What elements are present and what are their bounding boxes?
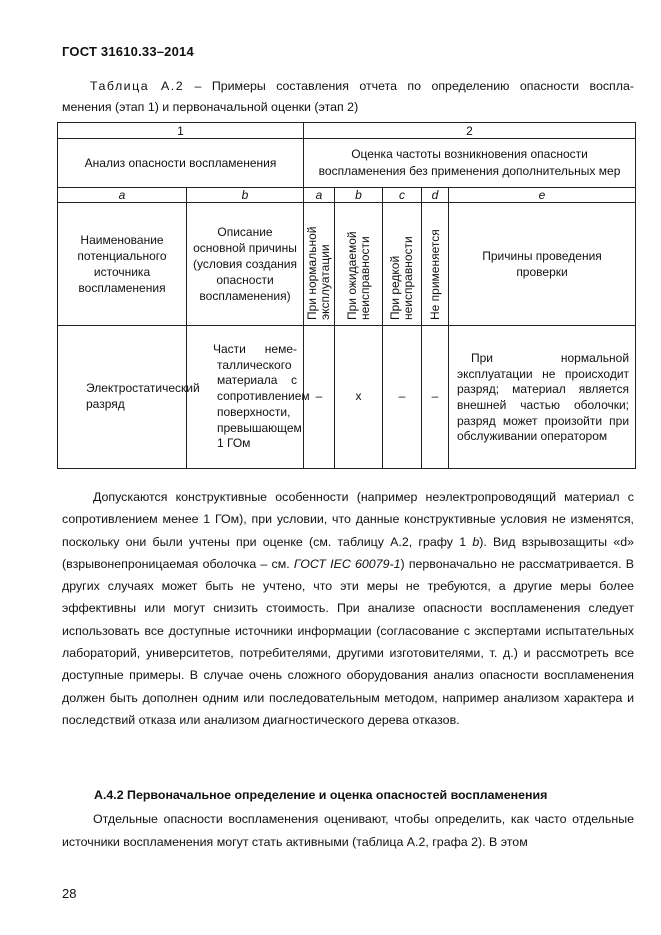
- group-title-1: Анализ опасности воспламенения: [58, 139, 304, 188]
- cell-cause-line1: Части неме-: [213, 342, 297, 357]
- body-text-a: Допускаются конструктивные особенности (например неэлектропроводящий материал с сопротивлением менее 1 ГОм), при условии, что данные конструктивные условия не изменятся, поскольку они были учтены при оценке (см. таблицу А.2, графу 1: [62, 490, 634, 549]
- col-letter: e: [449, 188, 636, 203]
- body-text-standard-ref: ГОСТ IEC 60079-1: [293, 556, 401, 571]
- body-text-e: ) первоначально не рассматривается. В других случаях может быть не учтено, что эти меры не требуются, а другие меры более эффективны или могут снизить стоимость. При анализе опасности воспламенения следует использовать все доступные источники информации (согласование с экспертами испытательных лабораторий, университетов, потребителями, другими изготовителями, т. д.) и рассмотреть все доступные примеры. В случае очень сложного оборудования анализ опасности воспламенения должен быть дополнен одним или последовательным методом, например анализом характера и последствий отказа или анализом диагностического дерева отказов.: [62, 556, 634, 727]
- cell-normal: –: [304, 326, 335, 469]
- table-row: [58, 188, 636, 203]
- page-number: 28: [62, 886, 77, 901]
- table-row: [58, 203, 636, 326]
- col-letter: b: [187, 188, 304, 203]
- col-desc-na-text: Не применяется: [427, 229, 442, 320]
- col-letter: d: [422, 188, 449, 203]
- group-number-1: 1: [58, 123, 304, 139]
- col-desc-na: [422, 203, 449, 326]
- section-paragraph: [62, 808, 634, 854]
- ignition-hazard-table: [57, 122, 636, 469]
- col-letter: a: [304, 188, 335, 203]
- caption-label: Таблица А.2: [90, 79, 185, 93]
- caption-line-2: менения (этап 1) и первоначальной оценки (этап 2): [62, 100, 359, 114]
- table-row: [58, 139, 636, 188]
- col-desc-rare-text: При редкой неисправности: [388, 236, 415, 320]
- caption-line-1: [62, 76, 634, 97]
- body-text-italic-b: b: [472, 534, 480, 549]
- cell-rare: –: [383, 326, 422, 469]
- group-number-2: 2: [304, 123, 636, 139]
- table-caption: [62, 76, 634, 118]
- table-row: [58, 326, 636, 469]
- body-paragraph: [62, 486, 634, 731]
- col-desc-source: Наименование потенциального источника воспламенения: [58, 203, 187, 326]
- col-letter: c: [383, 188, 422, 203]
- cell-cause: [187, 326, 310, 469]
- cell-na: –: [422, 326, 449, 469]
- col-desc-normal-text: При нормальной эксплуатации: [305, 226, 332, 320]
- col-desc-cause: Описание основной причины (условия создания опасности воспламенения): [187, 203, 304, 326]
- body-text-c: ). Вид взрывозащиты «d» (взрывонепроницаемая оболочка – см.: [62, 534, 634, 571]
- col-letter: b: [335, 188, 383, 203]
- section-text: Отдельные опасности воспламенения оценивают, чтобы определить, как часто отдельные источники воспламенения могут стать активными (таблица А.2, графа 2). В этом: [62, 812, 634, 849]
- col-desc-expected: [335, 203, 383, 326]
- table-row: [58, 123, 636, 139]
- col-desc-rare: [383, 203, 422, 326]
- caption-text: – Примеры составления отчета по определению опасности воспла-: [184, 79, 634, 93]
- cell-source: Электростатический разряд: [58, 326, 187, 469]
- cell-reason: При нормальной эксплуатации не происходит разряд; материал является внешней частью оболочки; разряд может произойти при обслуживании оператором: [449, 326, 636, 469]
- cell-expected: x: [335, 326, 383, 469]
- cell-cause-rest: таллического материала с сопротивлением поверхности, превышающем 1 ГОм: [217, 357, 310, 451]
- section-title: А.4.2 Первоначальное определение и оценка опасностей воспламенения: [94, 788, 548, 802]
- col-desc-normal: [304, 203, 335, 326]
- col-desc-reason: Причины проведения проверки: [449, 203, 636, 326]
- col-letter: a: [58, 188, 187, 203]
- col-desc-expected-text: При ожидаемой неисправности: [344, 231, 372, 320]
- document-header: ГОСТ 31610.33–2014: [62, 44, 194, 59]
- group-title-2: Оценка частоты возникновения опасности воспламенения без применения дополнительных мер: [304, 139, 636, 188]
